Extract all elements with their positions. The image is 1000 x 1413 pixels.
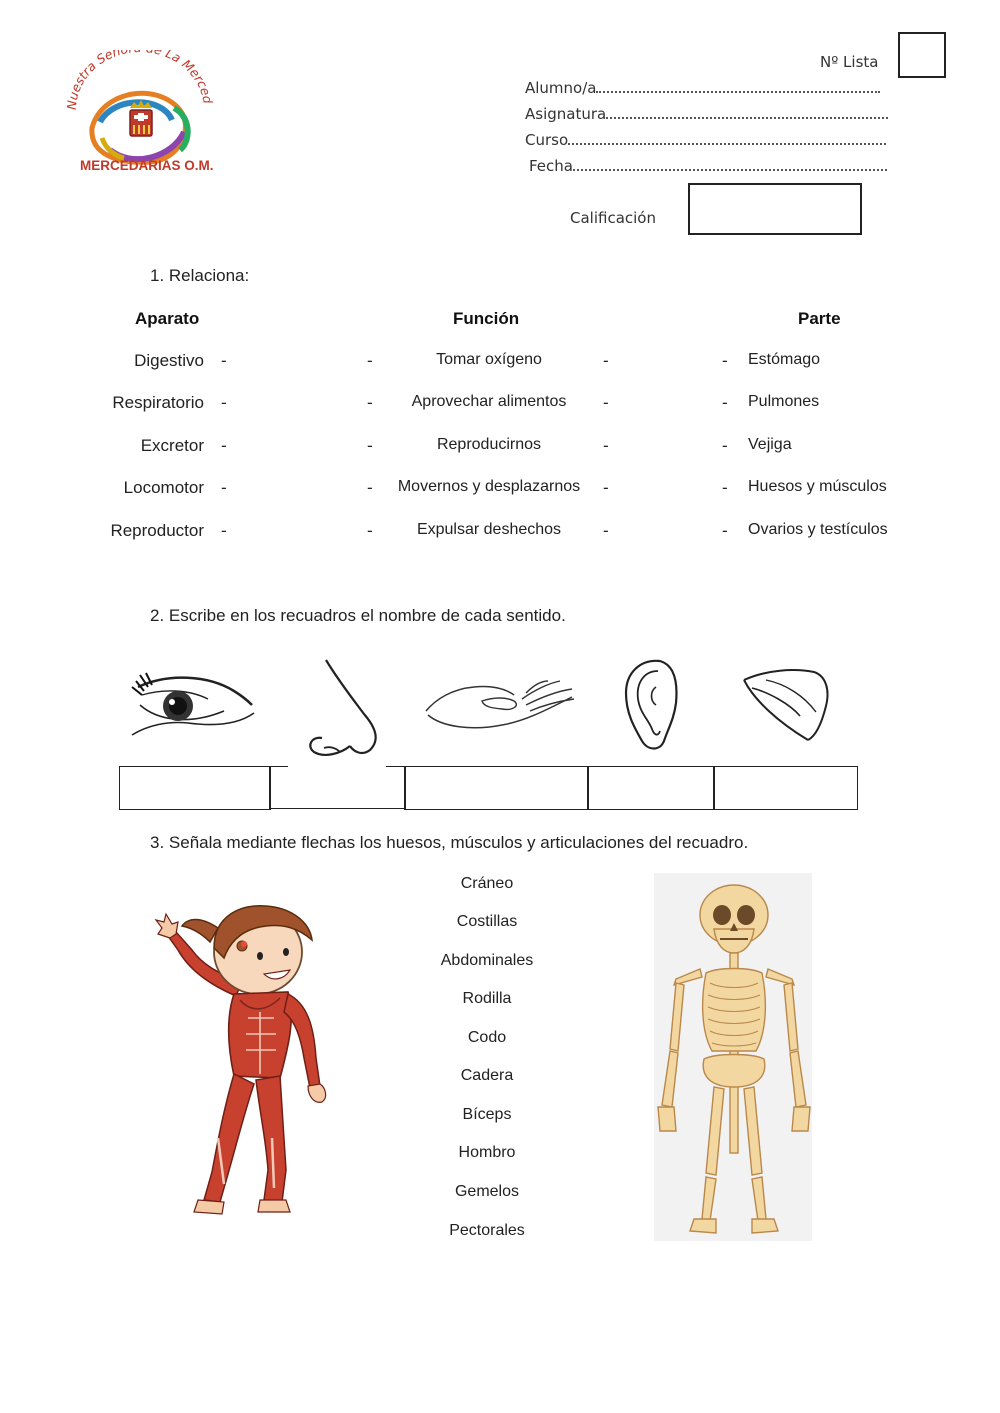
dash-parte-4[interactable]: - [722, 478, 728, 497]
dash-parte-1[interactable]: - [722, 351, 728, 370]
dash-funcion-left-1[interactable]: - [367, 351, 373, 370]
parte-cell: Huesos y músculos [748, 478, 887, 495]
dash-parte-2[interactable]: - [722, 393, 728, 412]
question-3-title: 3. Señala mediante flechas los huesos, músculos y articulaciones del recuadro. [150, 833, 749, 852]
list-number-label: Nº Lista [820, 53, 879, 71]
logo-arc-text: Nuestra Señ La Merced [63, 50, 216, 111]
dash-funcion-right-1[interactable]: - [603, 351, 609, 370]
sense-box-2-top-right [386, 766, 405, 767]
dash-funcion-left-2[interactable]: - [367, 393, 373, 412]
word-costillas: Costillas [456, 913, 518, 930]
dash-aparato-5[interactable]: - [221, 521, 227, 540]
dash-funcion-left-5[interactable]: - [367, 521, 373, 540]
field-fecha[interactable] [529, 157, 887, 175]
field-asignatura-label: Asignatura [525, 105, 607, 123]
sense-answer-box-4[interactable] [587, 766, 715, 810]
sense-box-2-top-left [269, 766, 288, 767]
grade-label: Calificación [570, 209, 656, 227]
grade-box[interactable] [688, 183, 862, 235]
sense-answer-box-2[interactable] [269, 766, 406, 809]
school-order-label: MERCEDARIAS O.M. [80, 158, 214, 173]
header-parte: Parte [798, 309, 841, 328]
dash-funcion-right-3[interactable]: - [603, 436, 609, 455]
field-curso[interactable] [525, 131, 886, 149]
word-codo: Codo [467, 1029, 507, 1046]
eye-icon [128, 665, 258, 740]
parte-cell: Ovarios y testículos [748, 521, 888, 538]
dash-aparato-3[interactable]: - [221, 436, 227, 455]
aparato-cell: Reproductor [110, 521, 204, 540]
parte-cell: Estómago [748, 351, 821, 368]
word-hombro: Hombro [458, 1144, 516, 1161]
dash-funcion-left-4[interactable]: - [367, 478, 373, 497]
question-1-title: 1. Relaciona: [150, 266, 250, 285]
field-asignatura[interactable] [525, 105, 888, 123]
ear-icon [620, 657, 680, 753]
header-funcion: Función [453, 309, 520, 328]
word-rodilla: Rodilla [462, 990, 512, 1007]
skeleton-illustration [654, 873, 812, 1241]
field-alumno[interactable] [525, 79, 880, 97]
dash-funcion-right-5[interactable]: - [603, 521, 609, 540]
aparato-cell: Locomotor [123, 478, 204, 497]
list-number-box[interactable] [898, 32, 946, 78]
word-cadera: Cadera [460, 1067, 514, 1084]
field-fecha-label: Fecha [529, 157, 573, 175]
dash-aparato-2[interactable]: - [221, 393, 227, 412]
field-curso-label: Curso [525, 131, 569, 149]
hand-icon [422, 675, 578, 733]
sense-answer-box-3[interactable] [404, 766, 589, 810]
funcion-cell: Tomar oxígeno [436, 351, 542, 368]
question-2-title: 2. Escribe en los recuadros el nombre de cada sentido. [150, 606, 566, 625]
dash-funcion-right-2[interactable]: - [603, 393, 609, 412]
dash-funcion-right-4[interactable]: - [603, 478, 609, 497]
lips-icon [738, 666, 833, 744]
word-biceps: Bíceps [462, 1106, 512, 1123]
aparato-cell: Excretor [140, 436, 204, 455]
muscle-girl-illustration [148, 888, 338, 1228]
word-abdominales: Abdominales [440, 952, 534, 969]
sense-answer-box-1[interactable] [119, 766, 271, 810]
funcion-cell: Aprovechar alimentos [411, 393, 567, 410]
nose-icon [302, 656, 388, 762]
header-aparato: Aparato [135, 309, 200, 328]
funcion-cell: Expulsar deshechos [416, 521, 562, 538]
sense-answer-box-5[interactable] [713, 766, 858, 810]
word-pectorales: Pectorales [449, 1222, 525, 1239]
dash-parte-5[interactable]: - [722, 521, 728, 540]
field-alumno-label: Alumno/a [525, 79, 597, 97]
aparato-cell: Digestivo [134, 351, 204, 370]
word-gemelos: Gemelos [454, 1183, 520, 1200]
funcion-cell: Reproducirnos [436, 436, 542, 453]
parte-cell: Vejiga [748, 436, 792, 453]
funcion-cell: Movernos y desplazarnos [397, 478, 581, 495]
dash-parte-3[interactable]: - [722, 436, 728, 455]
dash-aparato-4[interactable]: - [221, 478, 227, 497]
dash-funcion-left-3[interactable]: - [367, 436, 373, 455]
parte-cell: Pulmones [748, 393, 820, 410]
dash-aparato-1[interactable]: - [221, 351, 227, 370]
word-craneo: Cráneo [460, 875, 514, 892]
aparato-cell: Respiratorio [112, 393, 204, 412]
